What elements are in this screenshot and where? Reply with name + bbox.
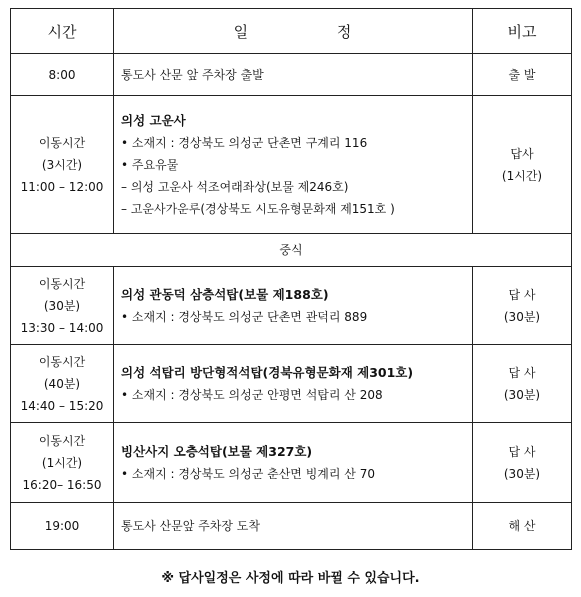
time-text: (30분) (43, 298, 81, 313)
remark-text: 출 발 (508, 67, 536, 82)
site-title: 의성 석탑리 방단형적석탑(경북유형문화재 제301호) (121, 364, 414, 380)
site-title: 빙산사지 오층석탑(보물 제327호) (121, 443, 313, 459)
lunch-cell: 중식 (11, 234, 572, 267)
remark-cell (473, 345, 572, 423)
schedule-row (11, 423, 572, 503)
header-schedule: 일 정 (114, 9, 473, 54)
remark-cell (473, 267, 572, 345)
schedule-line: – 고운사가운루(경상북도 시도유형문화재 제151호 ) (121, 201, 395, 216)
schedule-row (11, 54, 572, 96)
time-text: 이동시간 (38, 276, 86, 291)
schedule-cell (114, 345, 473, 423)
schedule-line: • 주요유물 (121, 157, 179, 172)
remark-text: 답 사 (508, 444, 536, 459)
time-text: 11:00 – 12:00 (20, 179, 104, 194)
time-cell (11, 267, 114, 345)
site-title: 의성 고운사 (121, 112, 186, 128)
schedule-row (11, 345, 572, 423)
schedule-row (11, 503, 572, 550)
remark-text: (30분) (503, 466, 541, 481)
time-text: 이동시간 (38, 135, 86, 150)
schedule-line: • 소재지 : 경상북도 의성군 단촌면 구계리 116 (121, 135, 368, 150)
schedule-line: • 소재지 : 경상북도 의성군 단촌면 관덕리 889 (121, 309, 368, 324)
remark-text: (30분) (503, 387, 541, 402)
footnote: ※ 답사일정은 사정에 따라 바뀔 수 있습니다. (161, 571, 420, 586)
time-text: 13:30 – 14:00 (20, 320, 104, 335)
time-text: (3시간) (41, 157, 83, 172)
schedule-cell (114, 423, 473, 503)
remark-text: 해 산 (508, 519, 536, 533)
schedule-table (10, 8, 572, 550)
time-text: (1시간) (41, 455, 83, 470)
time-text: 8:00 (48, 67, 76, 82)
time-text: 14:40 – 15:20 (20, 398, 104, 413)
time-cell (11, 96, 114, 234)
remark-cell (473, 423, 572, 503)
schedule-line: – 의성 고운사 석조여래좌상(보물 제246호) (121, 179, 349, 194)
time-text: (40분) (43, 376, 81, 391)
header-row (11, 9, 572, 54)
time-cell (11, 54, 114, 96)
remark-cell (473, 54, 572, 96)
schedule-cell (114, 503, 473, 550)
time-text: 이동시간 (38, 433, 86, 448)
remark-text: (30분) (503, 309, 541, 324)
site-title: 의성 관동덕 삼층석탑(보물 제188호) (121, 286, 329, 302)
schedule-cell (114, 54, 473, 96)
time-text: 19:00 (44, 519, 80, 533)
header-remark: 비고 (473, 9, 572, 54)
remark-text: (1시간) (501, 168, 543, 183)
schedule-line: 통도사 산문 앞 주차장 출발 (121, 67, 264, 82)
schedule-line: • 소재지 : 경상북도 의성군 안평면 석탑리 산 208 (121, 387, 383, 402)
remark-cell (473, 96, 572, 234)
lunch-row (11, 234, 572, 267)
remark-text: 답사 (510, 146, 534, 161)
remark-text: 답 사 (508, 287, 536, 302)
schedule-line: • 소재지 : 경상북도 의성군 춘산면 빙계리 산 70 (121, 466, 375, 481)
schedule-cell (114, 267, 473, 345)
schedule-row (11, 96, 572, 234)
schedule-row (11, 267, 572, 345)
time-cell (11, 423, 114, 503)
time-cell (11, 503, 114, 550)
time-cell (11, 345, 114, 423)
time-text: 16:20– 16:50 (22, 477, 102, 492)
schedule-cell (114, 96, 473, 234)
remark-cell (473, 503, 572, 550)
time-text: 이동시간 (38, 354, 86, 369)
remark-text: 답 사 (508, 365, 536, 380)
schedule-line: 통도사 산문앞 주차장 도착 (121, 519, 260, 533)
header-time: 시간 (11, 9, 114, 54)
